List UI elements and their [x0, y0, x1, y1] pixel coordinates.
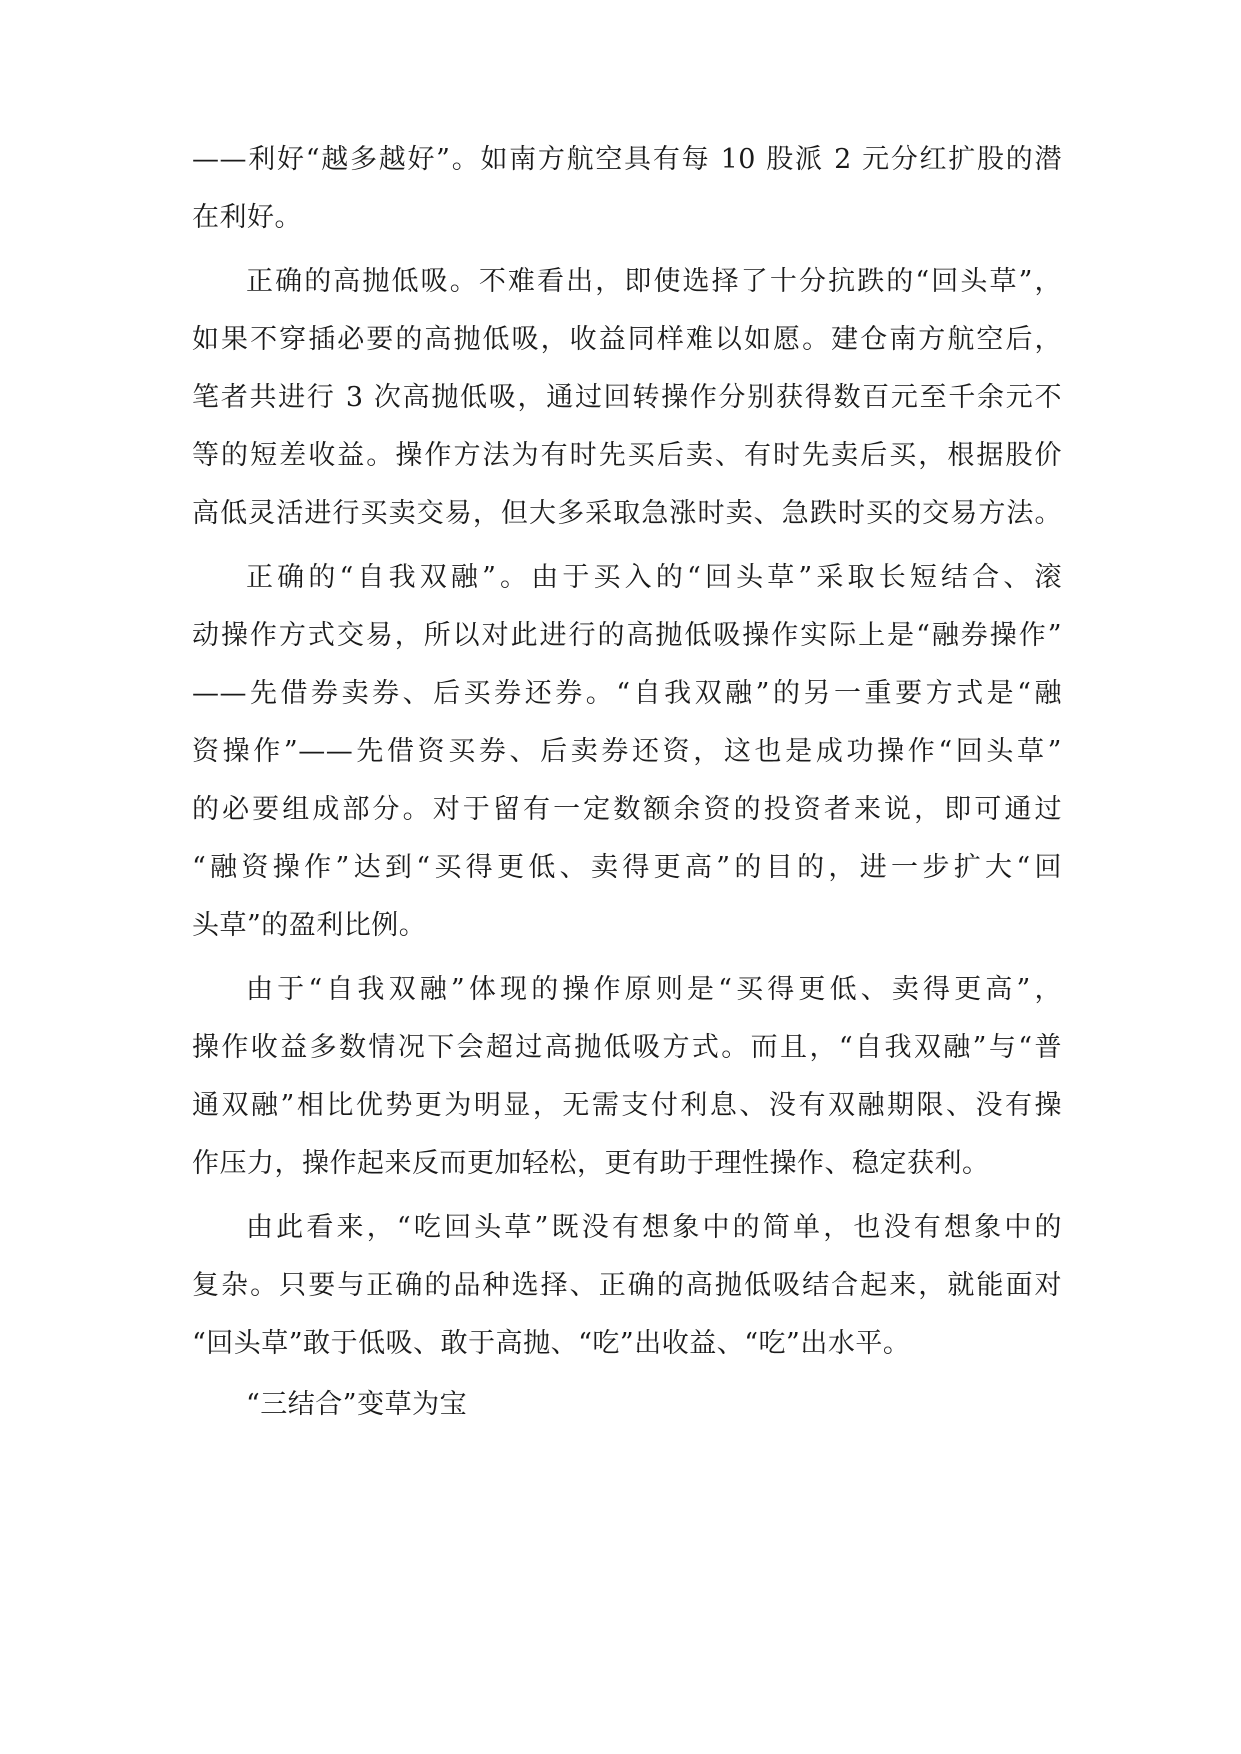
paragraph-line: 操作收益多数情况下会超过高抛低吸方式。而且，“自我双融”与“普 — [192, 1032, 1062, 1063]
paragraph-line: 在利好。 — [192, 202, 302, 233]
paragraph-line: ——利好“越多越好”。如南方航空具有每 10 股派 2 元分红扩股的潜 — [192, 144, 1062, 175]
paragraph-line: 正确的高抛低吸。不难看出，即使选择了十分抗跌的“回头草”， — [246, 266, 1062, 297]
paragraph-line: “回头草”敢于低吸、敢于高抛、“吃”出收益、“吃”出水平。 — [192, 1328, 911, 1359]
paragraph-line: 等的短差收益。操作方法为有时先买后卖、有时先卖后买，根据股价 — [192, 440, 1062, 471]
paragraph-line: 复杂。只要与正确的品种选择、正确的高抛低吸结合起来，就能面对 — [192, 1270, 1062, 1301]
paragraph-line: 资操作”——先借资买券、后卖券还资，这也是成功操作“回头草” — [192, 736, 1062, 767]
paragraph-line: 由此看来，“吃回头草”既没有想象中的简单，也没有想象中的 — [246, 1212, 1062, 1243]
paragraph-line: 高低灵活进行买卖交易，但大多采取急涨时卖、急跌时买的交易方法。 — [192, 498, 1062, 529]
paragraph-line: 如果不穿插必要的高抛低吸，收益同样难以如愿。建仓南方航空后， — [192, 324, 1062, 355]
paragraph-line: 笔者共进行 3 次高抛低吸，通过回转操作分别获得数百元至千余元不 — [192, 382, 1062, 413]
paragraph-line: ——先借券卖券、后买券还券。“自我双融”的另一重要方式是“融 — [192, 678, 1062, 709]
paragraph-line: 动操作方式交易，所以对此进行的高抛低吸操作实际上是“融券操作” — [192, 620, 1062, 651]
section-heading: “三结合”变草为宝 — [246, 1389, 468, 1420]
paragraph-line: 通双融”相比优势更为明显，无需支付利息、没有双融期限、没有操 — [192, 1090, 1062, 1121]
paragraph-line: 的必要组成部分。对于留有一定数额余资的投资者来说，即可通过 — [192, 794, 1062, 825]
paragraph-line: 由于“自我双融”体现的操作原则是“买得更低、卖得更高”， — [246, 974, 1062, 1005]
document-body — [192, 140, 1062, 1420]
paragraph-line: “融资操作”达到“买得更低、卖得更高”的目的，进一步扩大“回 — [192, 852, 1062, 883]
paragraph-line: 正确的“自我双融”。由于买入的“回头草”采取长短结合、滚 — [246, 562, 1062, 593]
paragraph-line: 头草”的盈利比例。 — [192, 910, 427, 941]
paragraph-line: 作压力，操作起来反而更加轻松，更有助于理性操作、稳定获利。 — [192, 1148, 990, 1179]
